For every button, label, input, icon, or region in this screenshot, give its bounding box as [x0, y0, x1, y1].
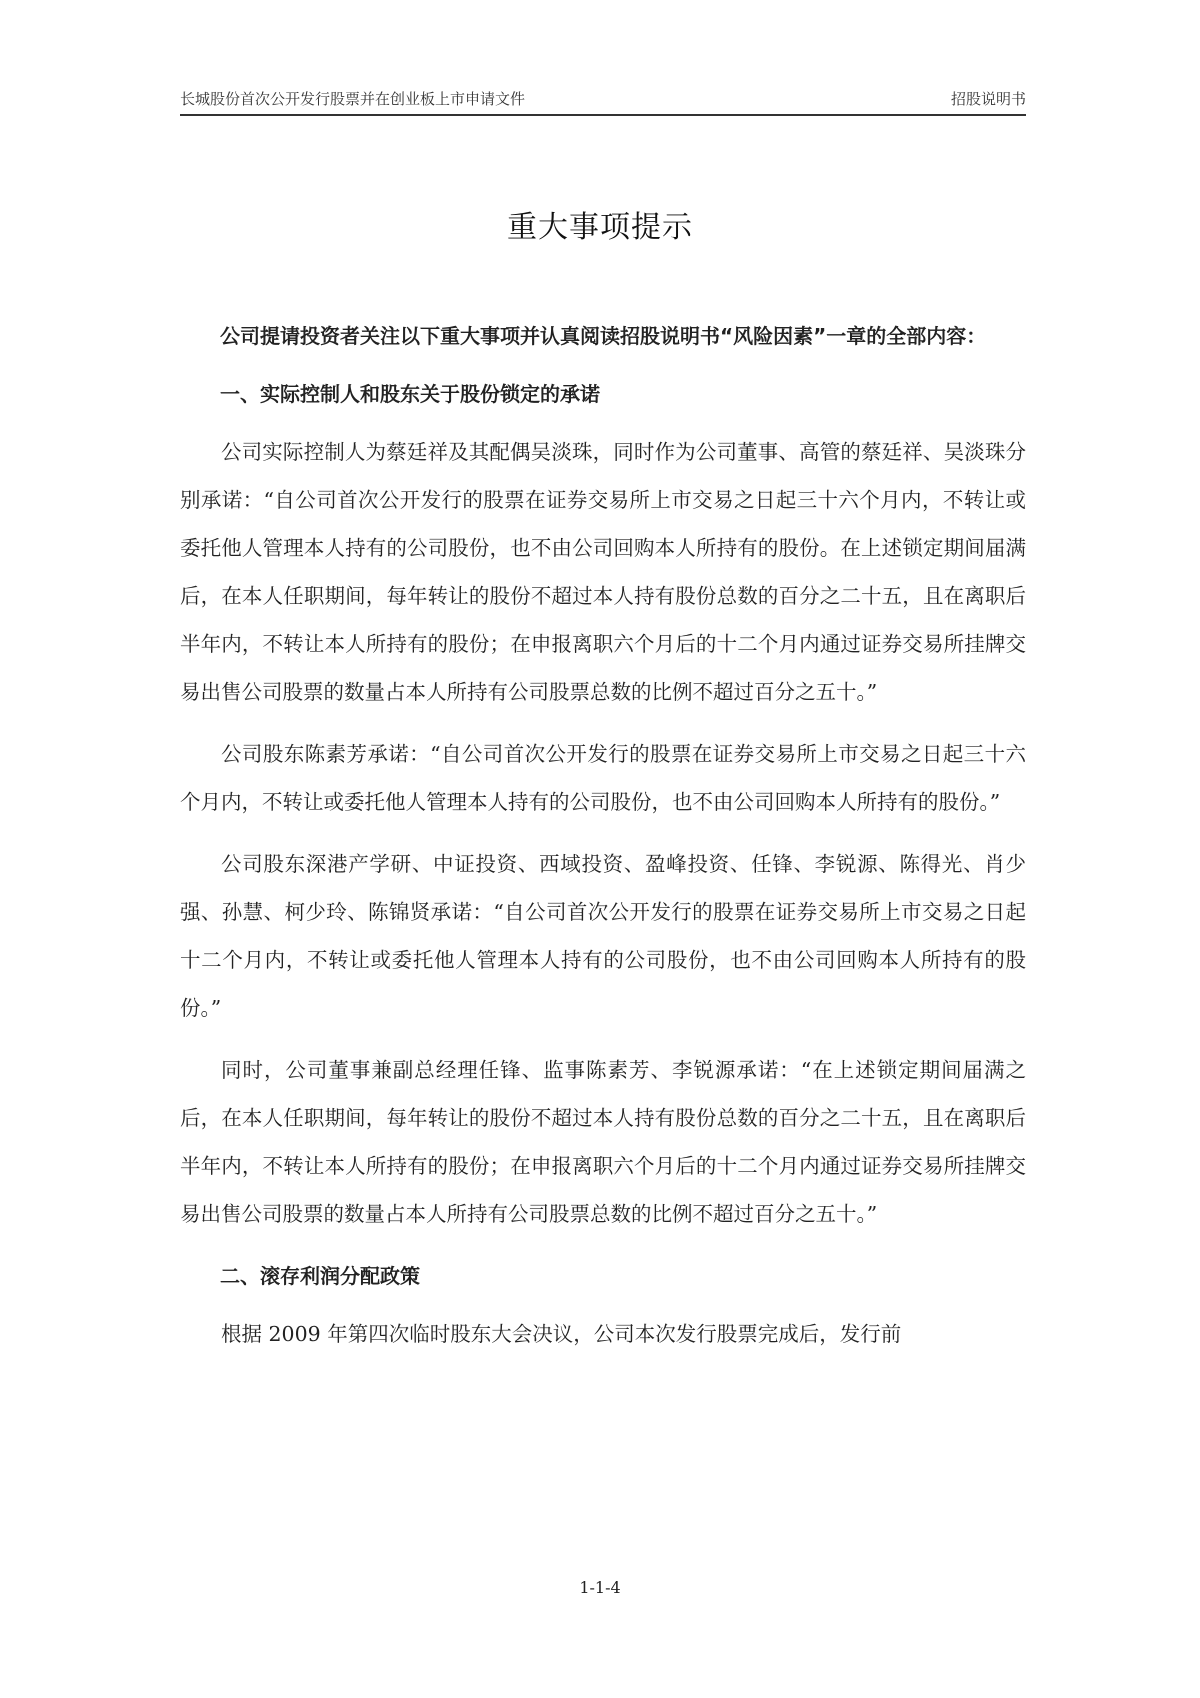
page-header	[180, 84, 1026, 116]
section-1-heading: 一、实际控制人和股东关于股份锁定的承诺	[220, 382, 600, 406]
section-1-paragraph-4: 同时，公司董事兼副总经理任锋、监事陈素芳、李锐源承诺：“在上述锁定期间届满之后，在本人任职期间，每年转让的股份不超过本人持有股份总数的百分之二十五，且在离职后半年内，不转让本人所持有的股份；在申报离职六个月后的十二个月内通过证券交易所挂牌交易出售公司股票的数量占本人所持有公司股票总数的比例不超过百分之五十。”	[180, 1058, 1026, 1226]
section-2-heading: 二、滚存利润分配政策	[220, 1264, 420, 1288]
section-1-paragraph-1: 公司实际控制人为蔡廷祥及其配偶吴淡珠，同时作为公司董事、高管的蔡廷祥、吴淡珠分别承诺：“自公司首次公开发行的股票在证券交易所上市交易之日起三十六个月内，不转让或委托他人管理本人持有的公司股份，也不由公司回购本人所持有的股份。在上述锁定期间届满后，在本人任职期间，每年转让的股份不超过本人持有股份总数的百分之二十五，且在离职后半年内，不转让本人所持有的股份；在申报离职六个月后的十二个月内通过证券交易所挂牌交易出售公司股票的数量占本人所持有公司股票总数的比例不超过百分之五十。”	[180, 440, 1026, 704]
document-body	[180, 312, 1026, 1372]
section-1-paragraph-2: 公司股东陈素芳承诺：“自公司首次公开发行的股票在证券交易所上市交易之日起三十六个月内，不转让或委托他人管理本人持有的公司股份，也不由公司回购本人所持有的股份。”	[180, 742, 1026, 814]
intro-paragraph: 公司提请投资者关注以下重大事项并认真阅读招股说明书“风险因素”一章的全部内容：	[220, 324, 987, 348]
section-1-paragraph-3: 公司股东深港产学研、中证投资、西域投资、盈峰投资、任锋、李锐源、陈得光、肖少强、孙慧、柯少玲、陈锦贤承诺：“自公司首次公开发行的股票在证券交易所上市交易之日起十二个月内，不转让或委托他人管理本人持有的公司股份，也不由公司回购本人所持有的股份。”	[180, 852, 1026, 1020]
page-title: 重大事项提示	[507, 210, 693, 245]
header-document-name: 长城股份首次公开发行股票并在创业板上市申请文件	[180, 90, 526, 108]
header-document-type: 招股说明书	[950, 90, 1026, 108]
page-number: 1-1-4	[579, 1578, 621, 1597]
section-2-paragraph-1: 根据 2009 年第四次临时股东大会决议，公司本次发行股票完成后，发行前	[221, 1322, 902, 1346]
